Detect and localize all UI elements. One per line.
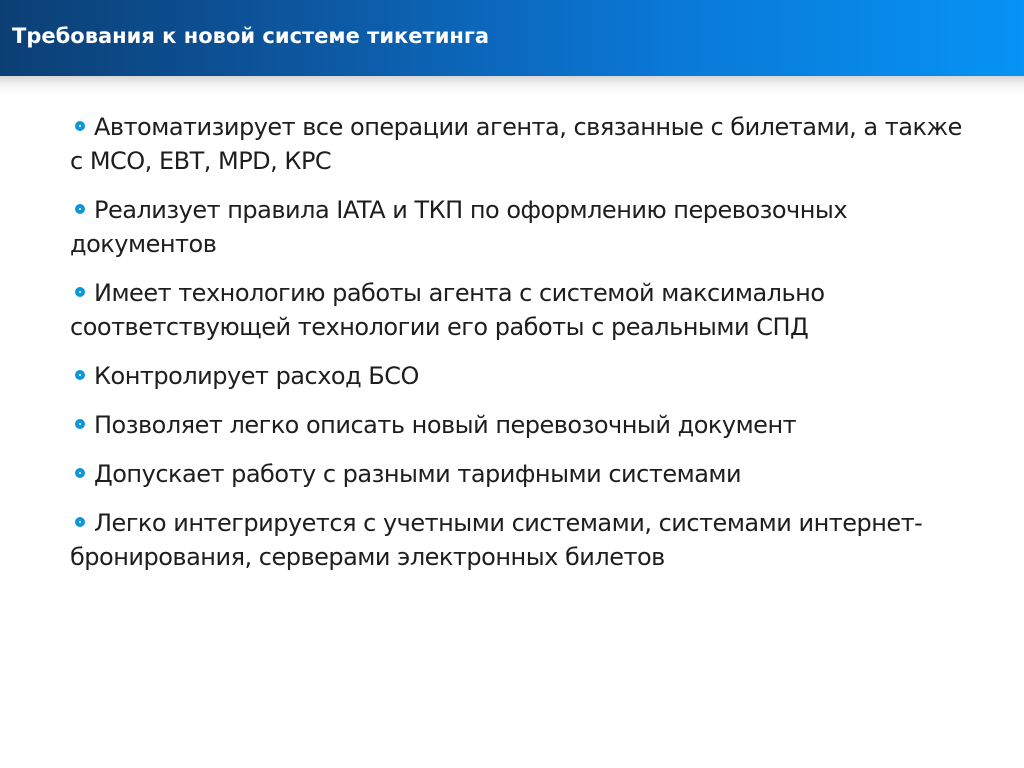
list-item [70,193,970,261]
list-item [70,506,970,574]
requirements-list [70,110,970,589]
header-shadow [0,76,1024,94]
ring-bullet-icon [75,370,85,380]
list-item [70,110,970,178]
list-item [70,457,970,491]
list-item-text: Имеет технологию работы агента с системой максимально соответствующей технологии его работы с реальными СПД [70,279,825,341]
ring-bullet-icon [75,121,85,131]
ring-bullet-icon [75,419,85,429]
list-item-text: Автоматизирует все операции агента, связанные с билетами, а также с МСО, EBT, MPD, КРС [70,113,962,175]
list-item-text: Позволяет легко описать новый перевозочный документ [94,411,797,439]
list-item-text: Легко интегрируется с учетными системами, системами интернет-бронирования, серверами электронных билетов [70,509,923,571]
ring-bullet-icon [75,468,85,478]
ring-bullet-icon [75,204,85,214]
slide-header [0,0,1024,76]
list-item [70,359,970,393]
slide-title: Требования к новой системе тикетинга [12,24,490,48]
list-item [70,408,970,442]
list-item [70,276,970,344]
list-item-text: Контролирует расход БСО [94,362,419,390]
ring-bullet-icon [75,517,85,527]
list-item-text: Допускает работу с разными тарифными системами [94,460,742,488]
list-item-text: Реализует правила IATA и ТКП по оформлению перевозочных документов [70,196,848,258]
ring-bullet-icon [75,287,85,297]
